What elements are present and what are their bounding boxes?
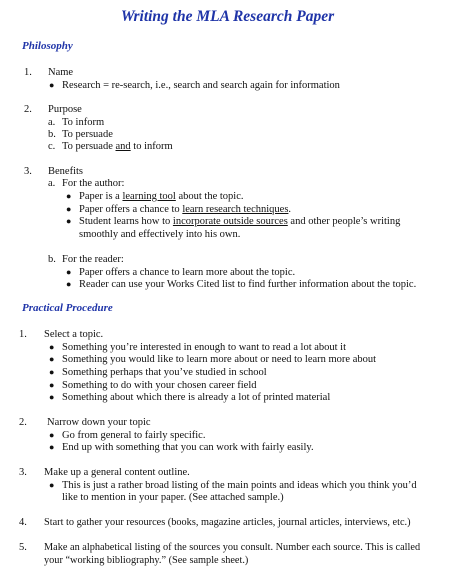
bullet-icon: ● xyxy=(49,392,55,402)
bullet-icon: ● xyxy=(49,442,55,452)
item-name-label: Name xyxy=(48,67,74,78)
page-title: Writing the MLA Research Paper xyxy=(120,8,335,25)
bullet-text: Paper offers a chance to learn more about the topic. xyxy=(79,267,296,278)
step-number: 5. xyxy=(19,542,27,553)
item-number: 2. xyxy=(24,104,32,115)
bullet-icon: ● xyxy=(66,267,72,277)
bullet-icon: ● xyxy=(49,430,55,440)
bullet-text: Paper is a learning tool about the topic. xyxy=(79,191,244,202)
step-text: Start to gather your resources (books, magazine articles, journal articles, interviews, etc.) xyxy=(44,517,411,528)
bullet-icon: ● xyxy=(66,191,72,201)
bullet-text-continued: smoothly and effectively into his own. xyxy=(79,229,241,240)
sub-letter: a. xyxy=(48,117,56,128)
step-text-continued: your “working bibliography.” (See sample sheet.) xyxy=(44,555,249,566)
sub-letter: c. xyxy=(48,141,56,152)
item-number: 1. xyxy=(24,67,32,78)
item-benefits-label: Benefits xyxy=(48,166,83,177)
sub-letter: b. xyxy=(48,254,56,265)
bullet-icon: ● xyxy=(66,204,72,214)
sub-item-text: For the author: xyxy=(62,178,125,189)
bullet-text: Something you would like to learn more about or need to learn more about xyxy=(62,354,377,365)
sub-item-text: For the reader: xyxy=(62,254,124,265)
step-label: Select a topic. xyxy=(44,329,104,340)
bullet-icon: ● xyxy=(49,480,55,490)
sub-letter: b. xyxy=(48,129,56,140)
item-purpose-label: Purpose xyxy=(48,104,82,115)
sub-item-text: To persuade and to inform xyxy=(62,141,173,152)
section-heading-procedure: Practical Procedure xyxy=(22,302,113,314)
sub-item-text: To persuade xyxy=(62,129,113,140)
item-number: 3. xyxy=(24,166,32,177)
bullet-text: Student learns how to incorporate outside sources and other people’s writing xyxy=(79,216,401,227)
step-label: Make up a general content outline. xyxy=(44,467,190,478)
bullet-icon: ● xyxy=(49,354,55,364)
bullet-text: Something to do with your chosen career field xyxy=(62,380,257,391)
bullet-text: Research = re-search, i.e., search and search again for information xyxy=(62,80,340,91)
bullet-icon: ● xyxy=(66,216,72,226)
bullet-text: This is just a rather broad listing of the main points and ideas which you think you’d xyxy=(62,480,417,491)
bullet-text: Paper offers a chance to learn research techniques. xyxy=(79,204,292,215)
step-number: 3. xyxy=(19,467,27,478)
sub-item-text: To inform xyxy=(62,117,105,128)
bullet-text: Something perhaps that you’ve studied in school xyxy=(62,367,267,378)
bullet-text-continued: like to mention in your paper. (See attached sample.) xyxy=(62,492,284,503)
bullet-icon: ● xyxy=(49,80,55,90)
bullet-text: Go from general to fairly specific. xyxy=(62,430,206,441)
section-heading-philosophy: Philosophy xyxy=(22,40,73,52)
step-text: Make an alphabetical listing of the sources you consult. Number each source. This is called xyxy=(44,542,421,553)
step-label: Narrow down your topic xyxy=(47,417,151,428)
step-number: 4. xyxy=(19,517,27,528)
sub-letter: a. xyxy=(48,178,56,189)
step-number: 2. xyxy=(19,417,27,428)
bullet-icon: ● xyxy=(66,279,72,289)
bullet-text: Reader can use your Works Cited list to find further information about the topic. xyxy=(79,279,417,290)
bullet-icon: ● xyxy=(49,367,55,377)
step-number: 1. xyxy=(19,329,27,340)
bullet-icon: ● xyxy=(49,380,55,390)
bullet-icon: ● xyxy=(49,342,55,352)
bullet-text: End up with something that you can work with fairly easily. xyxy=(62,442,314,453)
bullet-text: Something you’re interested in enough to want to read a lot about it xyxy=(62,342,347,353)
bullet-text: Something about which there is already a lot of printed material xyxy=(62,392,331,403)
